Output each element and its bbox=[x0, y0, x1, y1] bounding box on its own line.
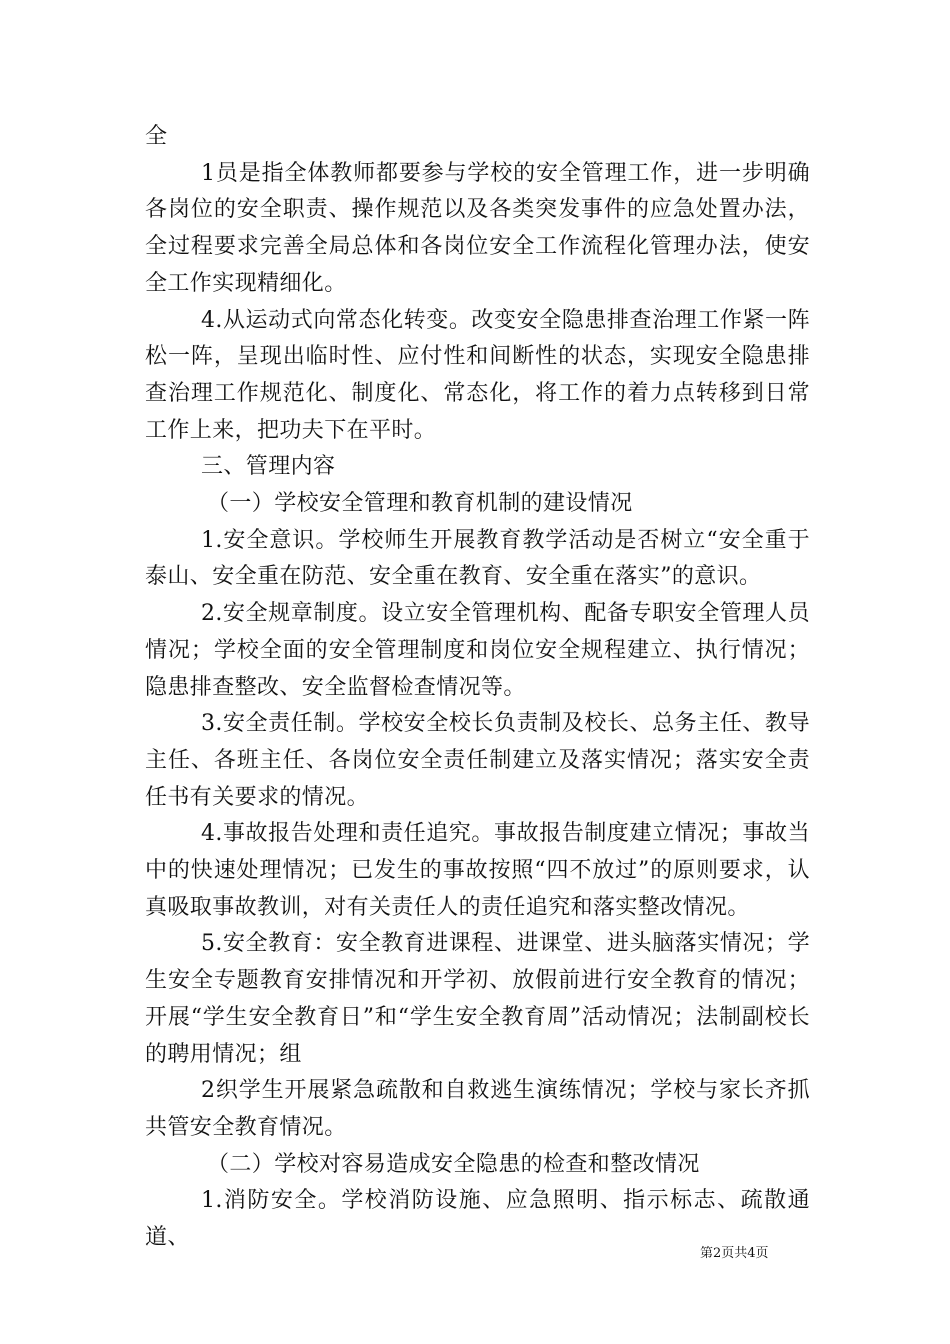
paragraph-all-staff: 1员是指全体教师都要参与学校的安全管理工作，进一步明确各岗位的安全职责、操作规范以及各类突发事件的应急处置办法，全过程要求完善全局总体和各岗位安全工作流程化管理办法，使安全工作实现精细化。 bbox=[145, 160, 810, 296]
subsection-heading-mechanism: （一）学校安全管理和教育机制的建设情况 bbox=[207, 491, 633, 517]
paragraph-safety-education: 5.安全教育：安全教育进课程、进课堂、进头脑落实情况；学生安全专题教育安排情况和开学初、放假前进行安全教育的情况；开展“学生安全教育日”和“学生安全教育周”活动情况；法制副校长的聘用情况；组 bbox=[145, 931, 810, 1067]
paragraph-evacuation-drills: 2织学生开展紧急疏散和自救逃生演练情况；学校与家长齐抓共管安全教育情况。 bbox=[145, 1078, 810, 1140]
paragraph-safety-rules: 2.安全规章制度。设立安全管理机构、配备专职安全管理人员情况；学校全面的安全管理制度和岗位安全规程建立、执行情况；隐患排查整改、安全监督检查情况等。 bbox=[145, 601, 810, 700]
paragraph-continuation: 全 bbox=[145, 124, 168, 149]
document-body bbox=[145, 119, 810, 1257]
subsection-heading-inspection: （二）学校对容易造成安全隐患的检查和整改情况 bbox=[207, 1151, 700, 1177]
section-heading-management-content: 三、管理内容 bbox=[201, 454, 336, 480]
page-number: 第2页共4页 bbox=[700, 1246, 769, 1261]
paragraph-responsibility-system: 3.安全责任制。学校安全校长负责制及校长、总务主任、教导主任、各班主任、各岗位安全责任制建立及落实情况；落实安全责任书有关要求的情况。 bbox=[145, 711, 810, 810]
paragraph-normalization: 4.从运动式向常态化转变。改变安全隐患排查治理工作紧一阵松一阵，呈现出临时性、应付性和间断性的状态，实现安全隐患排查治理工作规范化、制度化、常态化，将工作的着力点转移到日常工作上来，把功夫下在平时。 bbox=[145, 307, 810, 443]
paragraph-accident-reporting: 4.事故报告处理和责任追究。事故报告制度建立情况；事故当中的快速处理情况；已发生的事故按照“四不放过”的原则要求，认真吸取事故教训，对有关责任人的责任追究和落实整改情况。 bbox=[145, 821, 810, 920]
paragraph-safety-awareness: 1.安全意识。学校师生开展教育教学活动是否树立“安全重于泰山、安全重在防范、安全重在教育、安全重在落实”的意识。 bbox=[145, 527, 810, 590]
paragraph-fire-safety: 1.消防安全。学校消防设施、应急照明、指示标志、疏散通道、 bbox=[145, 1188, 810, 1251]
